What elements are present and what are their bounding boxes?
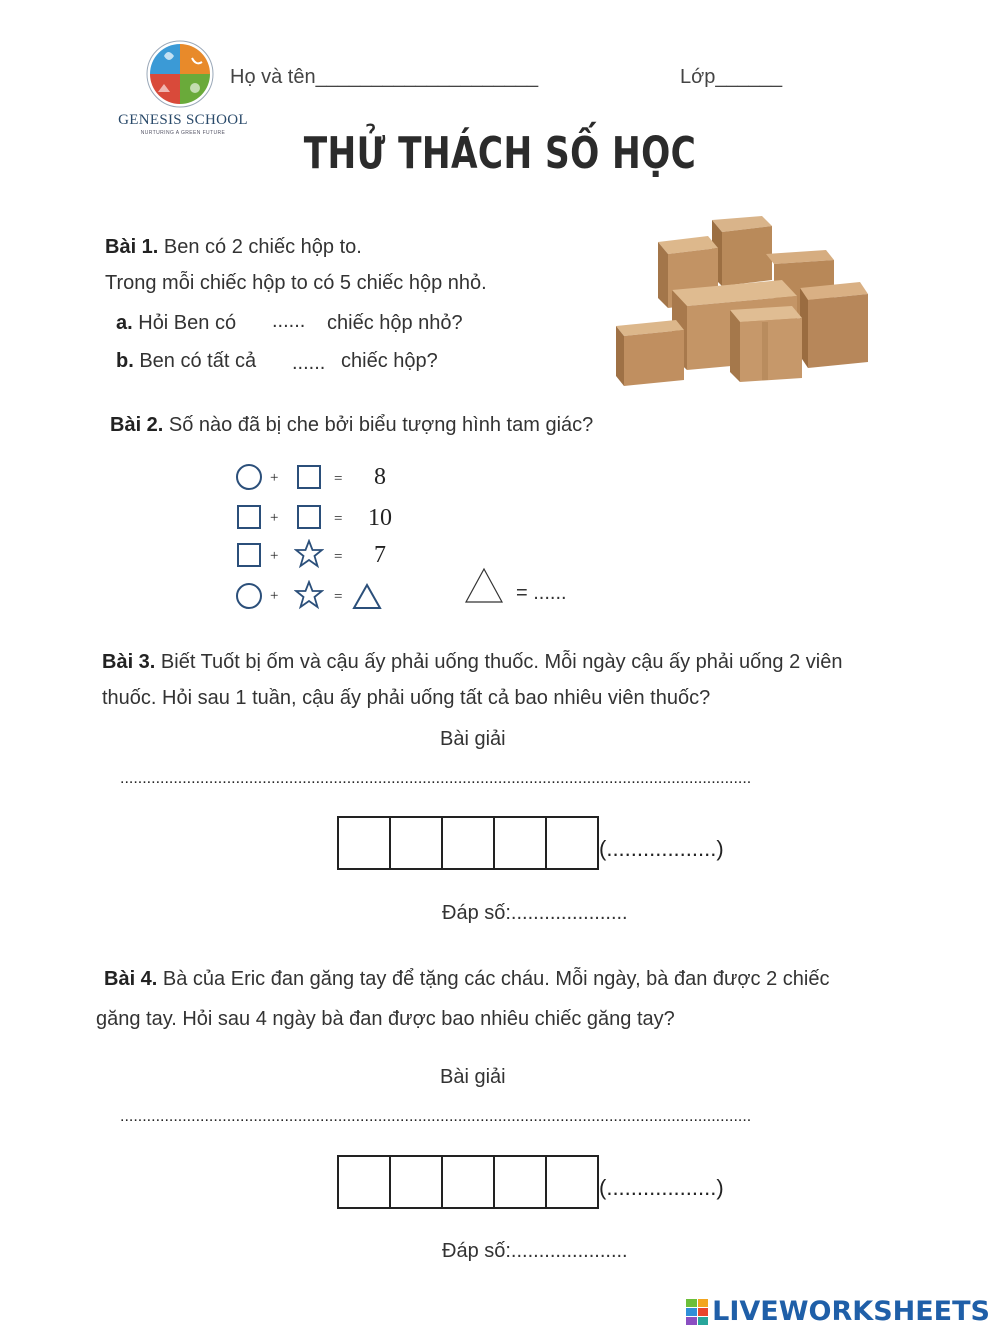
star-icon — [294, 580, 324, 610]
student-name-field[interactable] — [230, 66, 538, 89]
bai4-text1: Bà của Eric đan găng tay để tặng các cháu. Mỗi ngày, bà đan được 2 chiếc — [157, 968, 830, 990]
result-3: 7 — [374, 542, 386, 568]
bai3-answer[interactable]: Đáp số:..................... — [442, 902, 628, 924]
class-label: Lớp — [680, 66, 716, 88]
bai4-solution-line[interactable]: .............................................................................................................................................. — [120, 1108, 752, 1125]
bai4-label: Bài 4. — [104, 968, 158, 990]
page-title: THỬ THÁCH SỐ HỌC — [303, 128, 697, 179]
circle-icon — [235, 582, 263, 610]
equals-sign: = — [334, 549, 343, 565]
bai4-solution-label: Bài giải — [440, 1066, 506, 1088]
bai3-label: Bài 3. — [102, 651, 156, 673]
school-logo — [118, 36, 248, 140]
bai3-unit-blank[interactable]: (..................) — [599, 836, 724, 861]
bai2-text: Số nào đã bị che bởi biểu tượng hình tam giác? — [163, 414, 594, 436]
square-icon — [235, 541, 263, 569]
answer-box[interactable] — [547, 818, 597, 868]
bai3-solution-label: Bài giải — [440, 728, 506, 750]
result-2: 10 — [368, 505, 392, 531]
bai3-answer-boxes[interactable] — [337, 816, 599, 870]
star-icon — [294, 539, 324, 569]
bai1-b-label: b. — [116, 350, 134, 372]
bai1-part-b — [116, 350, 256, 373]
school-emblem-icon — [118, 36, 248, 116]
answer-box[interactable] — [495, 818, 547, 868]
name-label: Họ và tên — [230, 66, 316, 88]
square-icon — [295, 503, 323, 531]
bai3-line1 — [102, 651, 842, 674]
bai2-question — [110, 414, 593, 437]
bai1-a-label: a. — [116, 312, 133, 334]
answer-box[interactable] — [547, 1157, 597, 1207]
liveworksheets-logo-icon — [686, 1299, 708, 1325]
plus-sign: + — [270, 588, 279, 604]
answer-box[interactable] — [443, 1157, 495, 1207]
plus-sign: + — [270, 510, 279, 526]
school-tagline: NURTURING A GREEN FUTURE — [140, 130, 226, 136]
bai1-line2: Trong mỗi chiếc hộp to có 5 chiếc hộp nhỏ. — [105, 272, 487, 294]
bai1-part-a — [116, 312, 236, 335]
bai1-label: Bài 1. — [105, 236, 159, 258]
brand-text: LIVEWORKSHEETS — [712, 1296, 990, 1327]
bai3-text1: Biết Tuốt bị ốm và cậu ấy phải uống thuốc. Mỗi ngày cậu ấy phải uống 2 viên — [155, 651, 843, 673]
bai4-line2: găng tay. Hỏi sau 4 ngày bà đan được bao nhiêu chiếc găng tay? — [96, 1008, 675, 1030]
bai2-label: Bài 2. — [110, 414, 164, 436]
bai1-a-answer-blank[interactable]: ...... — [272, 310, 306, 332]
answer-box[interactable] — [443, 818, 495, 868]
plus-sign: + — [270, 548, 279, 564]
circle-icon — [235, 463, 263, 491]
liveworksheets-brand — [686, 1296, 990, 1327]
bai3-line2: thuốc. Hỏi sau 1 tuần, cậu ấy phải uống tất cả bao nhiêu viên thuốc? — [102, 687, 711, 709]
bai1-line1 — [105, 236, 362, 259]
bai1-b-answer-blank[interactable]: ...... — [292, 352, 326, 374]
class-blank: ______ — [715, 66, 783, 88]
square-icon — [235, 503, 263, 531]
answer-box[interactable] — [495, 1157, 547, 1207]
bai3-solution-line[interactable]: .............................................................................................................................................. — [120, 770, 752, 787]
equals-sign: = — [334, 511, 343, 527]
answer-box[interactable] — [339, 1157, 391, 1207]
answer-box[interactable] — [339, 818, 391, 868]
bai1-b-post: chiếc hộp? — [341, 350, 438, 372]
plus-sign: + — [270, 470, 279, 486]
triangle-icon — [464, 566, 504, 604]
bai1-text1: Ben có 2 chiếc hộp to. — [158, 236, 362, 258]
class-field[interactable] — [680, 66, 782, 89]
bai4-answer[interactable]: Đáp số:..................... — [442, 1240, 628, 1262]
bai1-a-text: Hỏi Ben có — [132, 312, 237, 334]
cardboard-boxes-icon — [612, 210, 874, 390]
equals-sign: = — [334, 589, 343, 605]
square-icon — [295, 463, 323, 491]
bai4-answer-boxes[interactable] — [337, 1155, 599, 1209]
result-1: 8 — [374, 464, 386, 490]
answer-box[interactable] — [391, 1157, 443, 1207]
bai2-answer-blank[interactable]: = ...... — [516, 582, 567, 604]
bai1-b-text: Ben có tất cả — [133, 350, 257, 372]
answer-box[interactable] — [391, 818, 443, 868]
bai1-a-post: chiếc hộp nhỏ? — [327, 312, 463, 334]
triangle-icon — [352, 582, 382, 610]
name-blank: ____________________ — [315, 66, 539, 88]
bai4-line1 — [104, 968, 829, 991]
bai4-unit-blank[interactable]: (..................) — [599, 1175, 724, 1200]
school-name: GENESIS SCHOOL — [118, 112, 248, 128]
equals-sign: = — [334, 471, 343, 487]
